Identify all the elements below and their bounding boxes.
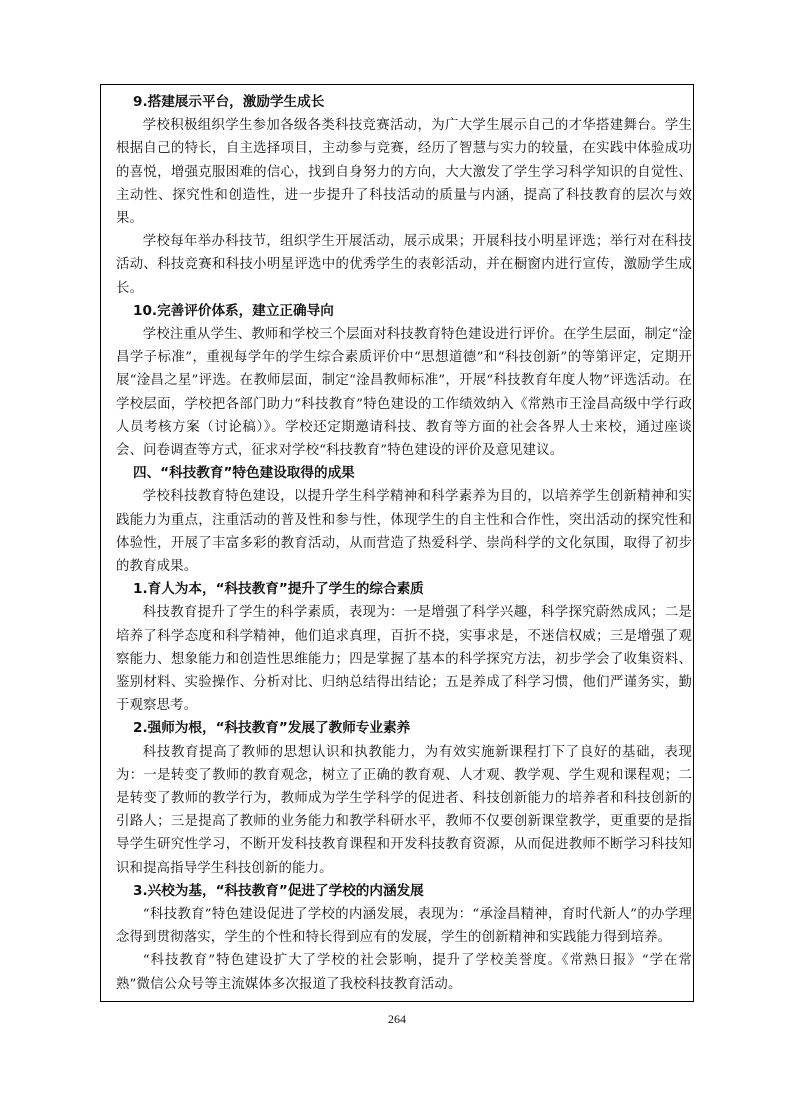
section-heading-3: 3.兴校为基，“科技教育”促进了学校的内涵发展 [133, 882, 424, 899]
paragraph: “科技教育”特色建设促进了学校的内涵发展，表现为：“承淦昌精神，育时代新人”的办学理念得到贯彻落实，学生的个性和特长得到应有的发展，学生的创新精神和实践能力得到培养。 [116, 907, 692, 946]
section-heading-1: 1.育人为本，“科技教育”提升了学生的综合素质 [133, 581, 424, 598]
document-body [116, 91, 692, 996]
page-number: 264 [388, 1012, 406, 1026]
section-heading-10: 10.完善评价体系，建立正确导向 [133, 302, 334, 319]
paragraph: “科技教育”特色建设扩大了学校的社会影响，提升了学校美誉度。《常熟日报》“学在常熟”微信公众号等主流媒体多次报道了我校科技教育活动。 [116, 953, 692, 992]
paragraph: 学校积极组织学生参加各级各类科技竞赛活动，为广大学生展示自己的才华搭建舞台。学生根据自己的特长，自主选择项目，主动参与竞赛，经历了智慧与实力的较量，在实践中体验成功的喜悦，增强克服困难的信心，找到自身努力的方向，大大激发了学生学习科学知识的自觉性、主动性、探究性和创造性，进一步提升了科技活动的质量与内涵，提高了科技教育的层次与效果。 [116, 118, 692, 226]
chapter-heading-4: 四、“科技教育”特色建设取得的成果 [133, 465, 355, 482]
paragraph: 科技教育提高了教师的思想认识和执教能力，为有效实施新课程打下了良好的基础，表现为：一是转变了教师的教育观念，树立了正确的教育观、人才观、教学观、学生观和课程观；二是转变了教师的教学行为，教师成为学生学科学的促进者、科技创新能力的培养者和科技创新的引路人；三是提高了教师的业务能力和教学科研水平，教师不仅要创新课堂教学，更重要的是指导学生研究性学习，不断开发科技教育课程和开发科技教育资源，从而促进教师不断学习科技知识和提高指导学生科技创新的能力。 [116, 744, 692, 876]
section-heading-2: 2.强师为根，“科技教育”发展了教师专业素养 [133, 720, 411, 737]
paragraph: 学校每年举办科技节，组织学生开展活动，展示成果；开展科技小明星评选；举行对在科技活动、科技竞赛和科技小明星评选中的优秀学生的表彰活动，并在橱窗内进行宣传，激励学生成长。 [116, 234, 692, 296]
paragraph: 学校科技教育特色建设，以提升学生科学精神和科学素养为目的，以培养学生创新精神和实践能力为重点，注重活动的普及性和参与性，体现学生的自主性和合作性，突出活动的探究性和体验性，开展了丰富多彩的教育活动，从而营造了热爱科学、崇尚科学的文化氛围，取得了初步的教育成果。 [116, 489, 692, 575]
section-heading-9: 9.搭建展示平台，激励学生成长 [133, 94, 325, 110]
paragraph: 学校注重从学生、教师和学校三个层面对科技教育特色建设进行评价。在学生层面，制定“淦昌学子标准”，重视每学年的学生综合素质评价中“思想道德”和“科技创新”的等第评定，定期开展“淦昌之星”评选。在教师层面，制定“淦昌教师标准”，开展“科技教育年度人物”评选活动。在学校层面，学校把各部门助力“科技教育”特色建设的工作绩效纳入《常熟市王淦昌高级中学行政人员考核方案（讨论稿）》。学校还定期邀请科技、教育等方面的社会各界人士来校，通过座谈会、问卷调查等方式，征求对学校“科技教育”特色建设的评价及意见建议。 [116, 327, 692, 459]
paragraph: 科技教育提升了学生的科学素质，表现为：一是增强了科学兴趣，科学探究蔚然成风；二是培养了科学态度和科学精神，他们追求真理，百折不挠，实事求是，不迷信权威；三是增强了观察能力、想象能力和创造性思维能力；四是掌握了基本的科学探究方法，初步学会了收集资料、鉴别材料、实验操作、分析对比、归纳总结得出结论；五是养成了科学习惯，他们严谨务实，勤于观察思考。 [116, 605, 692, 714]
